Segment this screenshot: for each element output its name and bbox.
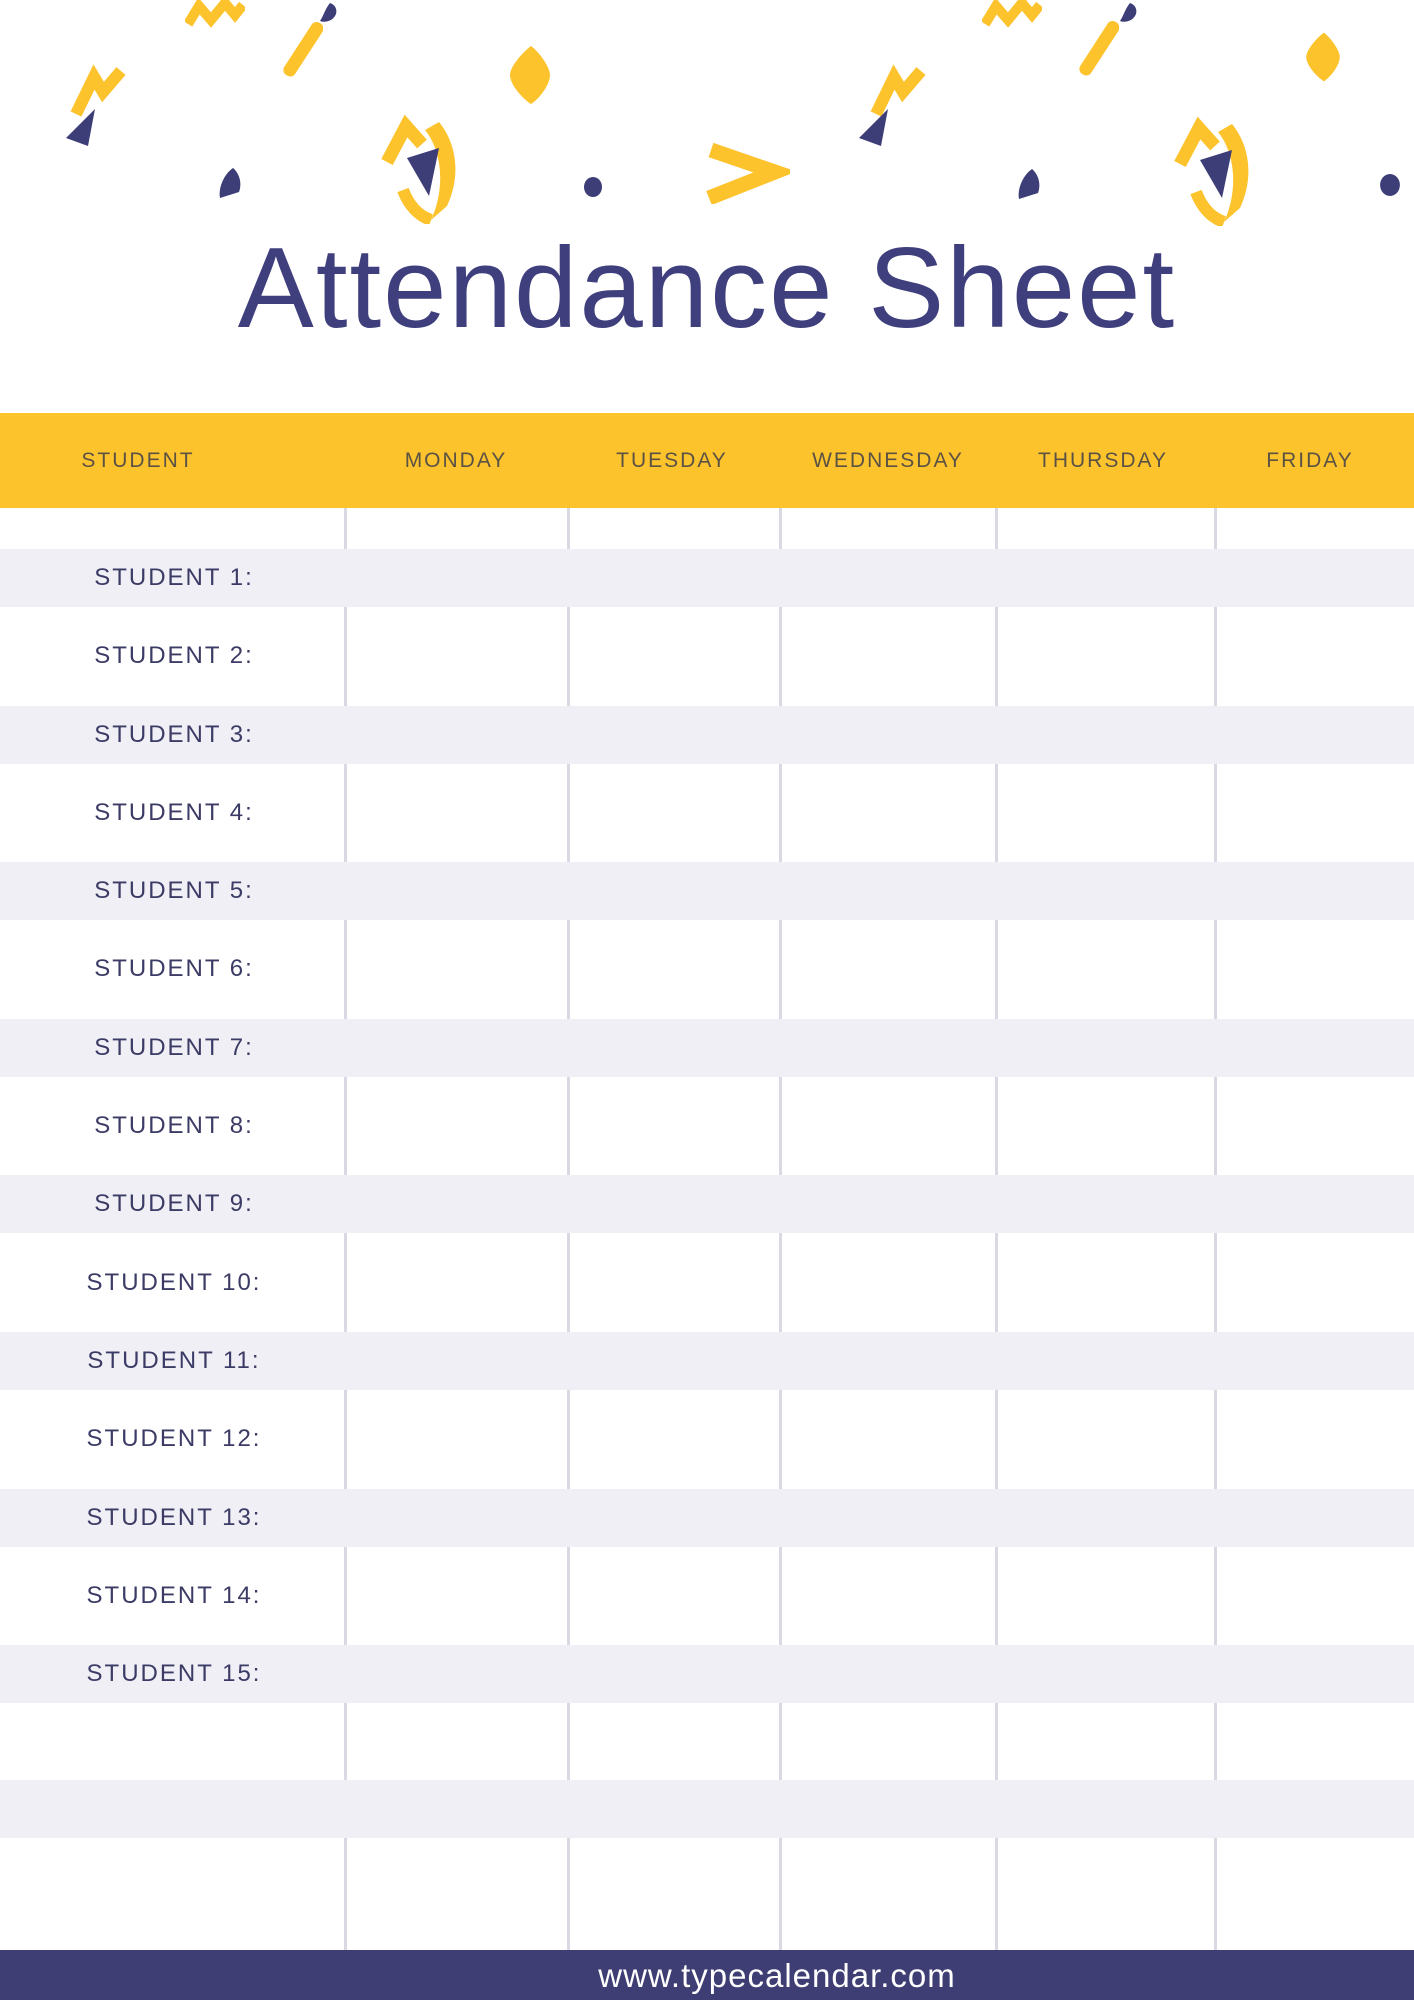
table-row xyxy=(0,1489,1414,1547)
table-header xyxy=(0,413,1414,508)
table-row xyxy=(0,940,1414,998)
confetti-zigzag-icon xyxy=(185,0,245,28)
confetti-triangle-icon xyxy=(64,107,98,148)
table-row xyxy=(0,706,1414,764)
student-row-label: STUDENT 2: xyxy=(94,642,254,669)
confetti-small-triangle-icon xyxy=(1011,167,1043,202)
table-row xyxy=(0,1567,1414,1625)
student-row-label: STUDENT 12: xyxy=(86,1425,262,1452)
table-row xyxy=(0,1019,1414,1077)
confetti-dot-icon xyxy=(583,176,603,198)
student-row-label: STUDENT 15: xyxy=(86,1660,262,1687)
confetti-pencil-stroke-icon xyxy=(283,20,323,78)
table-row xyxy=(0,1645,1414,1703)
student-row-label: STUDENT 4: xyxy=(94,799,254,826)
page-title: Attendance Sheet xyxy=(237,225,1177,352)
column-header-student: STUDENT xyxy=(81,449,195,472)
confetti-triangle-icon xyxy=(857,107,891,148)
table-row xyxy=(0,784,1414,842)
confetti-diamond-icon xyxy=(1301,31,1345,83)
confetti-zigzag-icon xyxy=(982,0,1042,28)
student-row-label: STUDENT 1: xyxy=(94,564,254,591)
confetti-chevron-icon xyxy=(705,142,790,204)
table-row xyxy=(0,862,1414,920)
student-row-label: STUDENT 6: xyxy=(94,955,254,982)
confetti-comma-icon xyxy=(316,2,338,22)
footer-bar xyxy=(0,1950,1414,2000)
student-row-label: STUDENT 11: xyxy=(87,1347,261,1374)
student-row-label: STUDENT 7: xyxy=(94,1034,254,1061)
confetti-dot-icon xyxy=(1379,172,1401,198)
column-header-thursday: THURSDAY xyxy=(1038,449,1168,472)
column-header-friday: FRIDAY xyxy=(1266,449,1354,472)
student-row-label: STUDENT 5: xyxy=(94,877,254,904)
footer-url: www.typecalendar.com xyxy=(598,1957,956,1994)
table-row xyxy=(0,1097,1414,1155)
student-row-label: STUDENT 9: xyxy=(94,1190,254,1217)
table-row xyxy=(0,1254,1414,1312)
confetti-tulip-icon xyxy=(1172,114,1264,226)
confetti-tulip-icon xyxy=(379,112,471,224)
column-header-monday: MONDAY xyxy=(404,449,508,472)
table-row xyxy=(0,1332,1414,1390)
student-row-label: STUDENT 10: xyxy=(86,1269,262,1296)
student-row-label: STUDENT 13: xyxy=(86,1504,262,1531)
table-row xyxy=(0,627,1414,685)
confetti-small-triangle-icon xyxy=(212,166,244,201)
table-row xyxy=(0,1410,1414,1468)
table-row-empty xyxy=(0,1780,1414,1838)
student-row-label: STUDENT 3: xyxy=(94,721,254,748)
student-row-label: STUDENT 8: xyxy=(94,1112,254,1139)
confetti-pencil-stroke-icon xyxy=(1079,19,1119,77)
table-row xyxy=(0,549,1414,607)
table-row xyxy=(0,1175,1414,1233)
confetti-comma-icon xyxy=(1116,2,1138,22)
student-row-label: STUDENT 14: xyxy=(86,1582,262,1609)
column-header-tuesday: TUESDAY xyxy=(616,449,728,472)
column-header-wednesday: WEDNESDAY xyxy=(812,449,964,472)
confetti-diamond-icon xyxy=(506,44,554,106)
